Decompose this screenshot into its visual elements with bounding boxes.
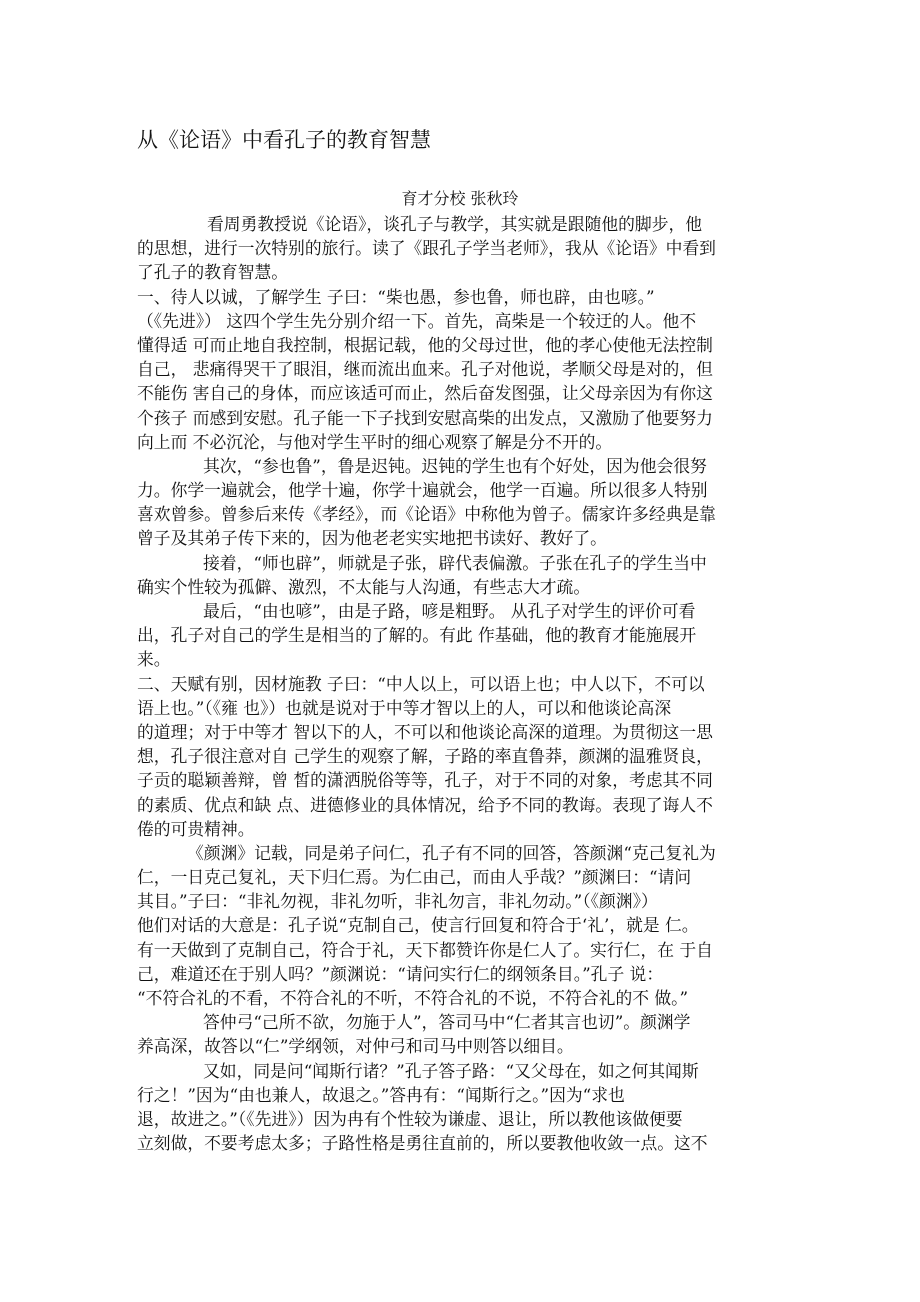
body-text-line: 退，故进之。”（《先进》）因为冉有个性较为谦虚、退让，所以教他该做便要: [137, 1108, 683, 1129]
body-text-line: 懂得适 可而止地自我控制，根据记载，他的父母过世，他的孝心使他无法控制: [137, 334, 713, 355]
body-text-line: 倦的可贵精神。: [137, 818, 255, 839]
body-text-line: 向上而 不必沉沦，与他对学生平时的细心观察了解是分不开的。: [137, 431, 613, 452]
body-text-line: 想，孔子很注意对自 己学生的观察了解，子路的率直鲁莽，颜渊的温雅贤良，: [137, 746, 713, 767]
body-text-line: 《颜渊》记载，同是弟子问仁，孔子有不同的回答，答颜渊“克己复礼为: [187, 842, 716, 863]
body-text-line: 的道理；对于中等才 智以下的人，不可以和他谈论高深的道理。为贯彻这一思: [137, 721, 713, 742]
body-text-line: 二、天赋有别，因材施教 子曰：“中人以上，可以语上也；中人以下，不可以: [137, 673, 705, 694]
document-title: 从《论语》中看孔子的教育智慧: [137, 128, 431, 152]
body-text-line: 最后，“由也喭”，由是子路，喭是粗野。 从孔子对学生的评价可看: [203, 601, 696, 621]
body-text-line: 其次，“参也鲁”，鲁是迟钝。迟钝的学生也有个好处，因为他会很努: [203, 455, 707, 476]
body-text-line: 力。你学一遍就会，他学十遍，你学十遍就会，他学一百遍。所以很多人特别: [137, 480, 708, 501]
body-text-line: 有一天做到了克制自己，符合于礼，天下都赞许你是仁人了。实行仁，在 于自: [137, 939, 713, 960]
body-text-line: （《先进》） 这四个学生先分别介绍一下。首先，高柴是一个较迂的人。他不: [137, 310, 697, 331]
body-text-line: 行之！”因为“由也兼人，故退之。”答冉有：“闻斯行之。”因为“求也: [137, 1084, 625, 1105]
body-text-line: 一、待人以诚，了解学生 子曰：“柴也愚，参也鲁，师也辟，由也喭。”: [137, 286, 655, 307]
body-text-line: 来。: [137, 649, 171, 670]
body-text-line: 接着，“师也辟”，师就是子张，辟代表偏激。子张在孔子的学生当中: [203, 552, 707, 573]
body-text-line: 养高深，故答以“仁”学纲领，对仲弓和司马中则答以细目。: [137, 1036, 574, 1057]
body-text-line: 自己， 悲痛得哭干了眼泪，继而流出血来。孔子对他说，孝顺父母是对的，但: [137, 359, 713, 380]
body-text-line: 己，难道还在于别人吗？”颜渊说：“请问实行仁的纲领条目。”孔子 说：: [137, 963, 664, 984]
body-text-line: 又如，同是问“闻斯行诸？”孔子答子路：“又父母在，如之何其闻斯: [203, 1060, 699, 1081]
body-text-line: 不能伤 害自己的身体，而应该适可而止，然后奋发图强，让父母亲因为有你这: [137, 383, 713, 404]
body-text-line: 仁，一日克己复礼，天下归仁焉。为仁由己，而由人乎哉？”颜渊曰：“请问: [137, 867, 692, 888]
body-text-line: 的思想，进行一次特别的旅行。读了《跟孔子学当老师》，我从《论语》中看到: [137, 238, 716, 259]
body-text-line: “不符合礼的不看，不符合礼的不听，不符合礼的不说，不符合礼的不 做。”: [137, 988, 689, 1008]
body-text-line: 答仲弓“己所不欲，勿施于人”，答司马中“仁者其言也讱”。颜渊学: [203, 1012, 691, 1033]
body-text-line: 他们对话的大意是：孔子说“克制自己，使言行回复和符合于‘礼’，就是 仁。: [137, 915, 699, 936]
body-text-line: 出，孔子对自己的学生是相当的了解的。有此 作基础，他的教育才能施展开: [137, 625, 697, 646]
body-text-line: 立刻做，不要考虑太多；子路性格是勇往直前的，所以要教他收敛一点。这不: [137, 1133, 708, 1154]
body-text-line: 其目。”子曰：“非礼勿视，非礼勿听，非礼勿言，非礼勿动。”（《颜渊》）: [137, 891, 658, 912]
body-text-line: 语上也。”（《雍 也》）也就是说对于中等才智以上的人，可以和他谈论高深: [137, 697, 672, 718]
body-text-line: 的素质、优点和缺 点、进德修业的具体情况，给予不同的教诲。表现了诲人不: [137, 794, 713, 815]
author-byline: 育才分校 张秋玲: [401, 189, 519, 208]
document-body: [137, 212, 783, 1155]
body-text-line: 曾子及其弟子传下来的，因为他老老实实地把书读好、教好了。: [137, 528, 607, 549]
body-text-line: 喜欢曾参。曾参后来传《孝经》，而《论语》中称他为曾子。儒家许多经典是靠: [137, 504, 716, 525]
body-text-line: 看周勇教授说《论语》，谈孔子与教学，其实就是跟随他的脚步，他: [207, 214, 703, 234]
body-text-line: 子贡的聪颖善辩，曾 皙的潇洒脱俗等等，孔子，对于不同的对象，考虑其不同: [137, 770, 713, 791]
body-text-line: 了孔子的教育智慧。: [137, 262, 289, 283]
body-text-line: 确实个性较为孤僻、激烈，不太能与人沟通，有些志大才疏。: [137, 576, 591, 597]
body-text-line: 个孩子 而感到安慰。孔子能一下子找到安慰高柴的出发点，又激励了他要努力: [137, 407, 713, 428]
